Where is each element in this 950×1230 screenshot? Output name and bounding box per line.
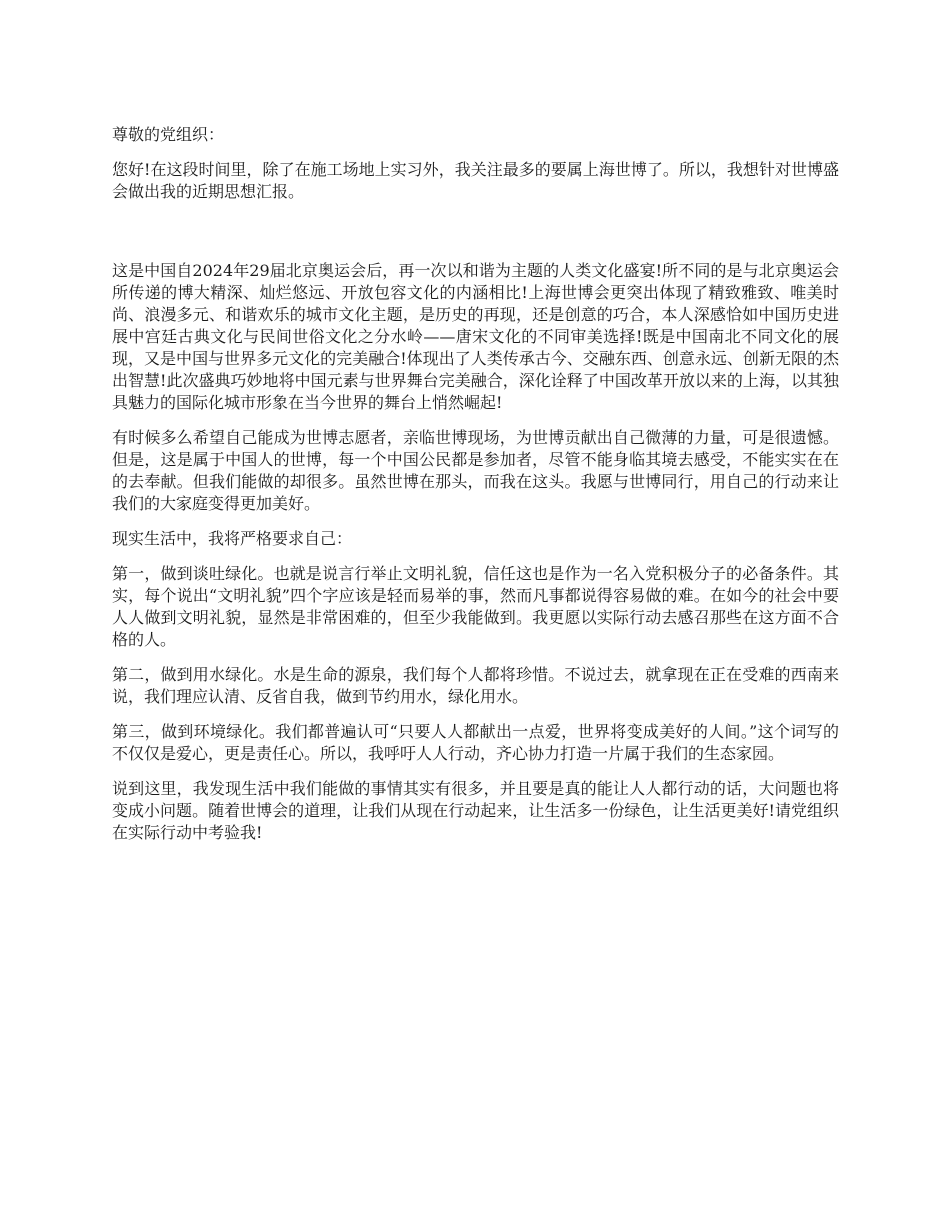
paragraph-conclusion: 说到这里，我发现生活中我们能做的事情其实有很多，并且要是真的能让人人都行动的话，大问题也将变成小问题。随着世博会的道理，让我们从现在行动起来，让生活多一份绿色，让生活更美好!请党组织在实际行动中考验我! [112,779,839,842]
paragraph-point-three: 第三，做到环境绿化。我们都普遍认可“只要人人都献出一点爱，世界将变成美好的人间。”这个词写的不仅仅是爱心，更是责任心。所以，我呼吁人人行动，齐心协力打造一片属于我们的生态家园。 [112,722,839,763]
blank-spacer [112,216,839,260]
paragraph-expo-significance: 这是中国自2024年29届北京奥运会后，再一次以和谐为主题的人类文化盛宴!所不同的是与北京奥运会所传递的博大精深、灿烂悠远、开放包容文化的内涵相比!上海世博会更突出体现了精致雅致、唯美时尚、浪漫多元、和谐欢乐的城市文化主题，是历史的再现，还是创意的巧合，本人深感恰如中国历史进展中宫廷古典文化与民间世俗文化之分水岭——唐宋文化的不同审美选择!既是中国南北不同文化的展现，又是中国与世界多元文化的完美融合!体现出了人类传承古今、交融东西、创意永远、创新无限的杰出智慧!此次盛典巧妙地将中国元素与世界舞台完美融合，深化诠释了中国改革开放以来的上海，以其独具魅力的国际化城市形象在当今世界的舞台上悄然崛起! [112,261,839,412]
paragraph-self-requirements: 现实生活中，我将严格要求自己： [112,529,353,548]
paragraph-volunteer-wish: 有时候多么希望自己能成为世博志愿者，亲临世博现场，为世博贡献出自己微薄的力量，可是很遗憾。但是，这是属于中国人的世博，每一个中国公民都是参加者，尽管不能身临其境去感受，不能实实在在的去奉献。但我们能做的却很多。虽然世博在那头，而我在这头。我愿与世博同行，用自己的行动来让我们的大家庭变得更加美好。 [112,428,839,513]
paragraph-point-one: 第一，做到谈吐绿化。也就是说言行举止文明礼貌，信任这也是作为一名入党积极分子的必备条件。其实，每个说出“文明礼貌”四个字应该是轻而易举的事，然而凡事都说得容易做的难。在如今的社会中要人人做到文明礼貌，显然是非常困难的，但至少我能做到。我更愿以实际行动去感召那些在这方面不合格的人。 [112,564,839,649]
document-page [112,124,839,857]
paragraph-point-two: 第二，做到用水绿化。水是生命的源泉，我们每个人都将珍惜。不说过去，就拿现在正在受难的西南来说，我们理应认清、反省自我，做到节约用水，绿化用水。 [112,665,839,706]
paragraph-greeting: 您好!在这段时间里，除了在施工场地上实习外，我关注最多的要属上海世博了。所以，我想针对世博盛会做出我的近期思想汇报。 [112,160,839,201]
salutation: 尊敬的党组织： [112,125,225,144]
